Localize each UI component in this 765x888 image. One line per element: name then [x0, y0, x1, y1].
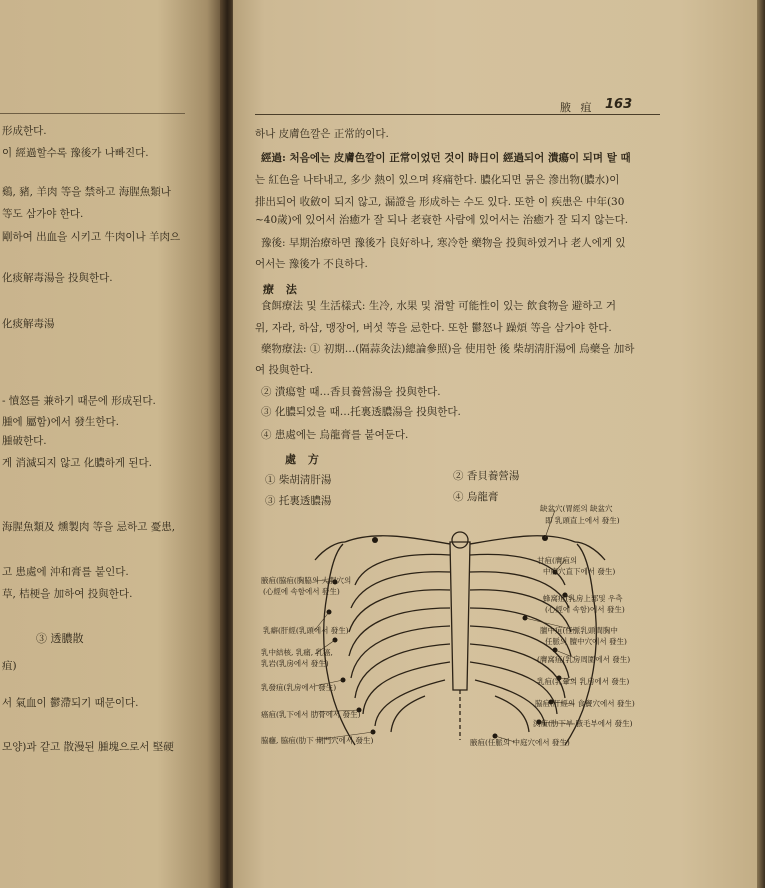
- left-line: 疽): [2, 660, 17, 672]
- figure-label: 腋疽(脇疽(胸脇의 大腸穴의: [261, 576, 352, 585]
- figure-label: 乳中結核, 乳痛, 乳癌,: [261, 648, 333, 657]
- left-line: 고 患處에 沖和膏를 붙인다.: [2, 566, 129, 578]
- body-line: ② 潰瘍할 때…香貝養營湯을 投與한다.: [261, 386, 441, 398]
- body-line: ④ 患處에는 烏龍膏를 붙여둔다.: [261, 429, 409, 441]
- left-line: 腫破한다.: [2, 435, 47, 447]
- prescription-item: ③ 托裏透膿湯: [265, 495, 332, 507]
- left-line: 化痰解毒湯: [2, 318, 55, 330]
- treatment-heading: 療 法: [263, 283, 301, 296]
- figure-label: 缺盆穴(胃經의 缺盆穴: [540, 504, 613, 513]
- body-line: ③ 化膿되었을 때…托裏透膿湯을 投與한다.: [261, 406, 461, 418]
- figure-label: (膺窩疽(乳房周圍에서 發生): [537, 655, 631, 664]
- prescription-item: ② 香貝養營湯: [453, 470, 520, 482]
- figure-label: 脇癰, 脇疽(肋下 期門穴에서 發生): [261, 736, 374, 745]
- figure-label: 渕疽(肋下부 腋毛부에서 發生): [533, 719, 633, 728]
- header-rule: [255, 114, 660, 115]
- left-line: 等도 삼가야 한다.: [2, 208, 84, 220]
- left-line: 海腥魚類及 燻製肉 等을 忌하고 憂患,: [2, 521, 176, 533]
- figure-label: 甘疽(膺疽의: [537, 556, 578, 565]
- left-line: 草, 桔梗을 加하여 投與한다.: [2, 588, 133, 600]
- body-line: 藥物療法: ① 初期…(隔蒜灸法)總論參照)을 使用한 後 柴胡淸肝湯에 烏藥을 加하: [261, 343, 635, 355]
- left-line: 剛하여 出血을 시키고 牛肉이나 羊肉으: [2, 231, 181, 243]
- body-line: 는 紅色을 나타내고, 多少 熱이 있으며 疼痛한다. 膿化되면 묽은 滲出物(膿水)이: [255, 174, 620, 186]
- figure-label: (心經에 속함에서 發生): [263, 587, 340, 596]
- body-line: 排出되어 收斂이 되지 않고, 漏證을 形成하는 수도 있다. 또한 이 疾患은 中年(30: [255, 196, 625, 208]
- left-line: 腫에 屬함)에서 發生한다.: [2, 416, 119, 428]
- left-line: 게 消滅되지 않고 化膿하게 된다.: [2, 457, 152, 469]
- figure-label: 膻中疽(任脈乳頭間胸中: [540, 626, 618, 635]
- page-edge: [757, 0, 765, 888]
- left-line: 이 經過할수록 豫後가 나빠진다.: [2, 147, 149, 159]
- left-line: 鷄, 豬, 羊肉 等을 禁하고 海腥魚類나: [2, 186, 171, 198]
- left-line: 化痰解毒湯을 投與한다.: [2, 272, 113, 284]
- figure-label: 癌疽(乳下에서 肋骨에서 發生): [261, 710, 361, 719]
- body-line: 여 投與한다.: [255, 364, 314, 376]
- running-header-title: 腋 疽: [560, 101, 595, 114]
- prescription-item: ④ 烏龍膏: [453, 491, 499, 503]
- figure-label: 脇疽(肝經의 食竇穴에서 發生): [535, 699, 635, 708]
- body-line: 어서는 豫後가 不良하다.: [255, 258, 368, 270]
- figure-label: 中府穴直下에서 發生): [543, 567, 616, 576]
- left-line: 서 氣血이 鬱滯되기 때문이다.: [2, 697, 139, 709]
- header-rule: [0, 113, 185, 114]
- left-line: - 憤怒를 兼하기 때문에 形成된다.: [2, 395, 156, 407]
- figure-label: 任脈의 膻中穴에서 發生): [545, 637, 627, 646]
- left-line: 모양)과 같고 散漫된 腫塊으로서 堅硬: [2, 741, 174, 753]
- prescription-heading: 處 方: [285, 453, 323, 466]
- figure-label: 即 乳頭直上에서 發生): [545, 516, 620, 525]
- figure-label: 蜂窩疽(乳房上部및 우측: [543, 594, 623, 603]
- left-line: ③ 透膿散: [36, 632, 84, 645]
- left-page: [0, 0, 225, 888]
- body-line: 豫後: 早期治療하면 豫後가 良好하나, 寒冷한 藥物을 投與하였거나 老人에게 있: [261, 237, 626, 249]
- body-line: 위, 자라, 하삼, 맹장어, 버섯 等을 忌한다. 또한 鬱怒나 躁煩 等을 삼가야 한다.: [255, 322, 612, 334]
- body-line: 經過: 처음에는 皮膚色깔이 正常이었던 것이 時日이 經過되어 潰瘍이 되며 탈 때: [261, 152, 631, 164]
- left-line: 形成한다.: [2, 125, 47, 137]
- figure-label: 乳癖(肝經(乳頭에서 發生): [263, 626, 349, 635]
- figure-label: 腋疽(任脈의 中庭穴에서 發生): [470, 738, 570, 747]
- figure-label: 乳發疽(乳房에서 發生): [261, 683, 337, 692]
- figure-label: 乳疽(乳暈의 乳房에서 發生): [537, 677, 630, 686]
- figure-label: (心經에 속함)에서 發生): [545, 605, 625, 614]
- prescription-item: ① 柴胡淸肝湯: [265, 474, 332, 486]
- page-number: 163: [605, 97, 633, 112]
- body-line: ~40歲)에 있어서 治癒가 잘 되나 老衰한 사람에 있어서는 治癒가 잘 되지 않는다.: [255, 214, 629, 226]
- figure-label: 乳岩(乳房에서 發生): [261, 659, 329, 668]
- body-line: 하나 皮膚色깔은 正常的이다.: [255, 128, 389, 140]
- ribcage-figure: [255, 500, 665, 770]
- body-line: 食餌療法 및 生活樣式: 生冷, 水果 및 滑할 可能性이 있는 飲食物을 避하고 거: [261, 300, 617, 312]
